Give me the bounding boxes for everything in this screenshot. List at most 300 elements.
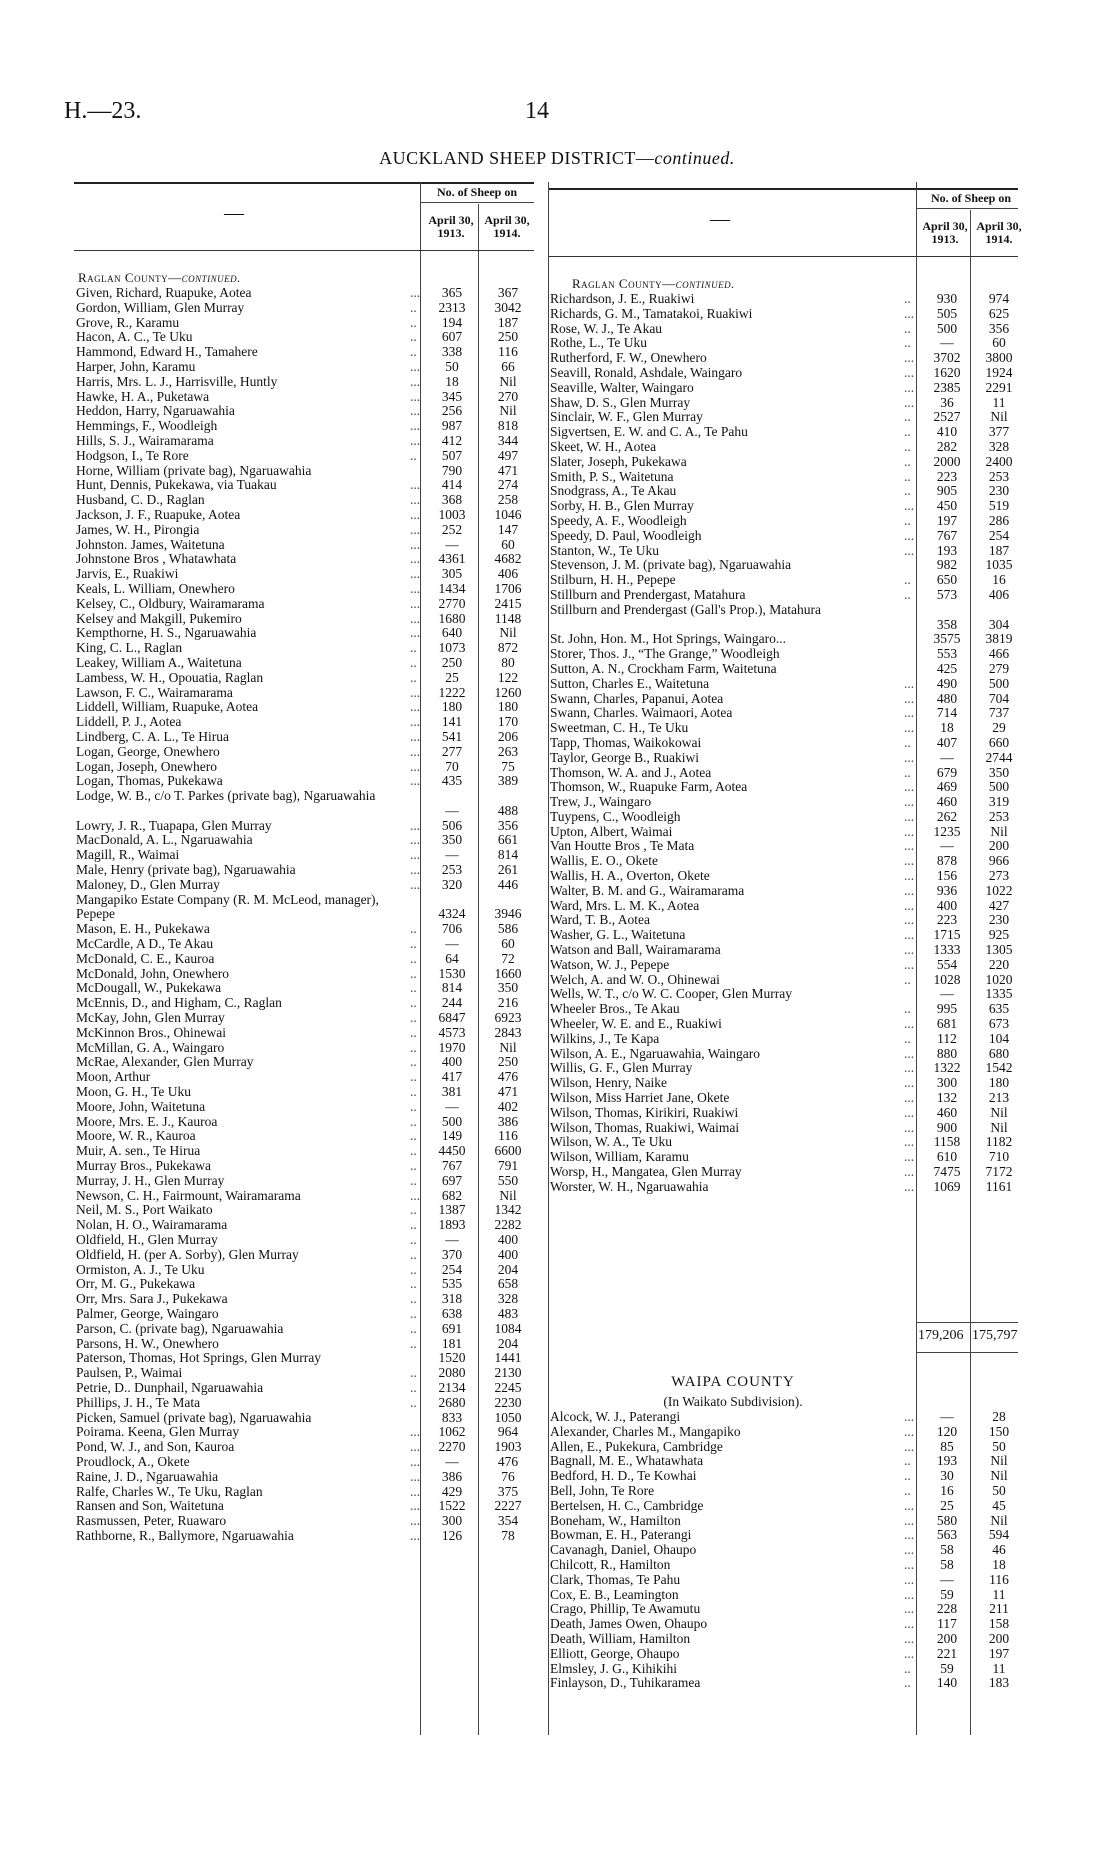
holder-name: McCardle, A D., Te Akau — [76, 936, 214, 952]
sheep-1913: 120 — [936, 1423, 958, 1439]
leader-dots: ... — [904, 1556, 915, 1572]
table-row — [74, 1499, 534, 1514]
leader-dots: ... — [904, 364, 915, 380]
leader-dots: .. — [410, 669, 417, 685]
sheep-1914: 6923 — [494, 1010, 522, 1026]
table-row — [74, 789, 534, 819]
leader-dots: .. — [904, 1660, 911, 1676]
table-row — [74, 774, 534, 789]
leader-dots: ... — [904, 1423, 915, 1439]
table-row — [74, 1070, 534, 1085]
leader-dots: .. — [410, 447, 417, 463]
leader-dots: .. — [904, 512, 911, 528]
holder-name: Magill, R., Waimai — [76, 847, 180, 863]
sheep-1914: 446 — [497, 876, 519, 892]
holder-name: McDougall, W., Pukekawa — [76, 980, 222, 996]
sheep-1913: 132 — [936, 1090, 958, 1106]
sheep-1913: 70 — [445, 758, 459, 774]
sheep-1913: 149 — [441, 1128, 463, 1144]
sheep-1914: 400 — [497, 1232, 519, 1247]
sheep-1914: 253 — [988, 808, 1010, 824]
table-row — [548, 1091, 1018, 1106]
leader-dots: ... — [410, 817, 421, 833]
sheep-1914: 11 — [992, 394, 1006, 410]
header-rule — [916, 208, 1018, 209]
sheep-1913: 305 — [441, 566, 463, 582]
sheep-1914: 263 — [497, 743, 519, 759]
table-row — [548, 396, 1018, 411]
leader-dots: ... — [904, 1571, 915, 1587]
sheep-1913: 350 — [441, 832, 463, 848]
sheep-1914: 1260 — [494, 684, 522, 700]
leader-dots: .. — [904, 971, 911, 987]
holder-name: Wallis, H. A., Overton, Okete — [550, 868, 710, 884]
table-row — [74, 1174, 534, 1189]
leader-dots: ... — [410, 773, 421, 789]
holder-name: Liddell, William, Ruapuke, Aotea — [76, 699, 259, 715]
sheep-1913: 180 — [441, 699, 463, 715]
holder-name: Logan, George, Onewhero — [76, 743, 220, 759]
holder-name: Sorby, H. B., Glen Murray — [550, 498, 694, 514]
table-row — [74, 1203, 534, 1218]
sheep-1913: 930 — [936, 291, 958, 306]
leader-dots: .. — [904, 438, 911, 454]
sheep-1914: 2291 — [985, 379, 1013, 395]
sheep-1913: 460 — [936, 1104, 958, 1120]
holder-name: Proudlock, A., Okete — [76, 1453, 190, 1469]
table-row — [548, 1135, 1018, 1150]
table-row — [548, 1484, 1018, 1499]
sheep-1913: 1158 — [933, 1134, 961, 1150]
holder-name: Newson, C. H., Fairmount, Wairamarama — [76, 1187, 301, 1203]
leader-dots: .. — [410, 344, 417, 360]
leader-dots: .. — [410, 329, 417, 345]
table-row — [74, 730, 534, 745]
sheep-1914: 1182 — [985, 1134, 1013, 1150]
sheep-1914: 375 — [497, 1483, 519, 1499]
sheep-1913: — — [445, 1098, 459, 1114]
holder-name: Cavanagh, Daniel, Ohaupo — [550, 1542, 697, 1558]
holder-name: St. John, Hon. M., Hot Springs, Waingaro... — [550, 631, 787, 647]
sheep-1914: 354 — [497, 1513, 519, 1529]
table-top-rule — [548, 188, 1018, 190]
county-name: Raglan County— — [78, 270, 182, 285]
holder-name: Allen, E., Pukekura, Cambridge — [550, 1438, 723, 1454]
table-row — [74, 552, 534, 567]
holder-name: Seavill, Ronald, Ashdale, Waingaro — [550, 364, 743, 380]
leader-dots: ... — [410, 862, 421, 878]
holder-name: Keals, L. William, Onewhero — [76, 580, 235, 596]
holder-name: Crago, Phillip, Te Awamutu — [550, 1601, 701, 1617]
leader-dots: ... — [904, 1630, 915, 1646]
sheep-1914: Nil — [499, 625, 517, 641]
holder-name: Rasmussen, Peter, Ruawaro — [76, 1513, 227, 1529]
table-row — [548, 440, 1018, 455]
sheep-1914: 4682 — [494, 551, 522, 567]
sheep-1913: 469 — [936, 779, 958, 795]
leader-dots: ... — [410, 625, 421, 641]
leader-dots: ... — [904, 1104, 915, 1120]
leader-dots: ... — [904, 942, 915, 958]
leader-dots: .. — [904, 1001, 911, 1017]
table-row — [548, 529, 1018, 544]
sheep-1913: — — [445, 1453, 459, 1469]
sheep-1914: 270 — [497, 388, 519, 404]
table-row — [74, 952, 534, 967]
leader-dots: .. — [904, 453, 911, 469]
sheep-1914: 11 — [992, 1586, 1006, 1602]
holder-name: Stevenson, J. M. (private bag), Ngaruawahia — [550, 557, 792, 573]
sheep-1914: 258 — [497, 492, 519, 508]
leader-dots: ... — [904, 808, 915, 824]
table-row — [74, 360, 534, 375]
table-row — [548, 1076, 1018, 1091]
table-row — [548, 810, 1018, 825]
holder-name: Wallis, E. O., Okete — [550, 853, 659, 869]
leader-dots: ... — [904, 1542, 915, 1558]
sheep-1914: 471 — [497, 462, 519, 478]
leader-dots: .. — [410, 1276, 417, 1292]
holder-name: Boneham, W., Hamilton — [550, 1512, 681, 1528]
leader-dots: .. — [904, 586, 911, 602]
table-row — [74, 848, 534, 863]
table-row — [74, 404, 534, 419]
holder-name: Rathborne, R., Ballymore, Ngaruawahia — [76, 1527, 294, 1543]
table-row — [74, 330, 534, 345]
sheep-1914: 1342 — [494, 1202, 522, 1218]
leader-dots: .. — [410, 1379, 417, 1395]
holder-name: Watson and Ball, Wairamarama — [550, 942, 721, 958]
holder-name: Stillburn and Prendergast (Gall's Prop.), Matahura — [550, 601, 822, 617]
sheep-1914: 230 — [988, 483, 1010, 499]
holder-name: Kempthorne, H. S., Ngaruawahia — [76, 625, 257, 641]
header-col-1914: April 30, 1914. — [976, 219, 1022, 246]
holder-name: Oldfield, H. (per A. Sorby), Glen Murray — [76, 1246, 299, 1262]
table-row — [548, 869, 1018, 884]
leader-dots: .. — [410, 1158, 417, 1174]
leader-dots: ... — [904, 868, 915, 884]
sheep-1914: 116 — [498, 1128, 518, 1144]
sheep-1913: 112 — [937, 1030, 957, 1046]
sheep-1914: 488 — [497, 802, 519, 818]
table-row — [548, 751, 1018, 766]
right-table — [548, 182, 1022, 1735]
sheep-1913: 345 — [441, 388, 463, 404]
sheep-1914: 170 — [497, 714, 519, 730]
holder-name: McKinnon Bros., Ohinewai — [76, 1024, 226, 1040]
holder-name: Pond, W. J., and Son, Kauroa — [76, 1439, 235, 1455]
leader-dots: ... — [904, 794, 915, 810]
sheep-1914: 158 — [988, 1616, 1010, 1632]
table-row — [74, 567, 534, 582]
leader-dots: .. — [904, 291, 911, 306]
table-row — [548, 1017, 1018, 1032]
header-group: No. of Sheep on — [930, 191, 1011, 205]
holder-name: Ward, T. B., Aotea — [550, 912, 651, 928]
table-row — [74, 390, 534, 405]
header-col-1914: April 30, 1914. — [484, 213, 530, 240]
sheep-1914: 29 — [992, 720, 1006, 736]
leader-dots: ... — [904, 1645, 915, 1661]
sheep-1914: 216 — [497, 995, 519, 1011]
sheep-1913: 223 — [936, 912, 958, 928]
sheep-1913: 400 — [936, 897, 958, 913]
sheep-1913: 1003 — [438, 506, 466, 522]
holder-name: Gordon, William, Glen Murray — [76, 299, 245, 315]
sheep-1914: 964 — [497, 1424, 519, 1440]
sheep-1914: 519 — [988, 498, 1010, 514]
sheep-1913: 18 — [940, 720, 954, 736]
sheep-1914: 400 — [497, 1246, 519, 1262]
table-row — [548, 825, 1018, 840]
sheep-1914: 253 — [988, 468, 1010, 484]
leader-dots: ... — [904, 1409, 915, 1424]
sheep-1914: Nil — [990, 1119, 1008, 1135]
leader-dots: ... — [410, 684, 421, 700]
sheep-1913: 505 — [936, 305, 958, 321]
table-row — [74, 863, 534, 878]
table-row — [548, 839, 1018, 854]
table-row — [548, 899, 1018, 914]
sheep-1914: 1161 — [985, 1178, 1013, 1194]
table-row — [74, 1411, 534, 1426]
sheep-1914: 2843 — [494, 1024, 522, 1040]
sheep-1914: 1046 — [494, 506, 522, 522]
sheep-1914: 1020 — [985, 971, 1013, 987]
table-row — [74, 700, 534, 715]
holder-name: James, W. H., Pirongia — [76, 521, 200, 537]
holder-name: Bertelsen, H. C., Cambridge — [550, 1497, 704, 1513]
holder-name: Wilson, Thomas, Kirikiri, Ruakiwi — [550, 1104, 739, 1120]
sheep-1914: 966 — [988, 853, 1010, 869]
table-row — [548, 603, 1018, 633]
holder-name: McKay, John, Glen Murray — [76, 1010, 225, 1026]
holder-name: Wilson, W. A., Te Uku — [550, 1134, 673, 1150]
holder-name: Alexander, Charles M., Mangapiko — [550, 1423, 741, 1439]
sheep-1913: 193 — [936, 542, 958, 558]
holder-name: Hawke, H. A., Puketawa — [76, 388, 210, 404]
table-row — [548, 647, 1018, 662]
sheep-1913: 18 — [445, 373, 459, 389]
leader-dots: ... — [904, 749, 915, 765]
holder-name: Richardson, J. E., Ruakiwi — [550, 291, 695, 306]
sheep-1914: 75 — [501, 758, 515, 774]
holder-name: Seaville, Walter, Waingaro — [550, 379, 694, 395]
holder-name: Watson, W. J., Pepepe — [550, 956, 670, 972]
sheep-1914: 180 — [497, 699, 519, 715]
table-row — [548, 1676, 1018, 1691]
leader-dots: ... — [410, 388, 421, 404]
table-row — [548, 366, 1018, 381]
table-row — [74, 538, 534, 553]
sheep-1913: 691 — [441, 1320, 463, 1336]
table-row — [74, 1529, 534, 1544]
sheep-1913: 254 — [441, 1261, 463, 1277]
holder-name: McEnnis, D., and Higham, C., Raglan — [76, 995, 282, 1011]
sheep-1914: 200 — [988, 1630, 1010, 1646]
table-row — [74, 316, 534, 331]
county-continued: continued. — [181, 270, 241, 285]
holder-name: Moon, G. H., Te Uku — [76, 1084, 192, 1100]
table-row — [548, 1061, 1018, 1076]
sheep-1913: 1893 — [438, 1217, 466, 1233]
holder-name: Oldfield, H., Glen Murray — [76, 1232, 218, 1247]
sheep-1914: 60 — [501, 936, 515, 952]
sheep-1914: 254 — [988, 527, 1010, 543]
sheep-1914: 2400 — [985, 453, 1013, 469]
sheep-1913: 553 — [936, 646, 958, 662]
table-row — [548, 1425, 1018, 1440]
sheep-1914: 974 — [988, 291, 1010, 306]
header-bottom-rule — [74, 250, 534, 251]
holder-name: Leakey, William A., Waitetuna — [76, 654, 242, 670]
holder-name: Orr, Mrs. Sara J., Pukekawa — [76, 1291, 228, 1307]
leader-dots: ... — [904, 690, 915, 706]
sheep-1913: 650 — [936, 572, 958, 588]
sheep-1914: 2130 — [494, 1365, 522, 1381]
sheep-1913: — — [940, 1409, 954, 1424]
leader-dots: ... — [904, 779, 915, 795]
table-row — [548, 1602, 1018, 1617]
sheep-1913: 936 — [936, 882, 958, 898]
sheep-1913: 4361 — [438, 551, 466, 567]
county-name: Raglan County— — [572, 276, 676, 291]
sheep-1913: 563 — [936, 1527, 958, 1543]
table-row — [74, 301, 534, 316]
sheep-1913: 252 — [441, 521, 463, 537]
table-row — [74, 345, 534, 360]
total-rule — [916, 1322, 1018, 1323]
table-row — [548, 1647, 1018, 1662]
table-row — [548, 1514, 1018, 1529]
holder-name: Worsp, H., Mangatea, Glen Murray — [550, 1164, 742, 1180]
holder-name: Tapp, Thomas, Waikokowai — [550, 734, 702, 750]
sheep-1914: 279 — [988, 660, 1010, 676]
table-row — [74, 671, 534, 686]
holder-name: Hammond, Edward H., Tamahere — [76, 344, 258, 360]
table-row — [548, 766, 1018, 781]
holder-name: Stilburn, H. H., Pepepe — [550, 572, 676, 588]
sheep-1913: 2313 — [438, 299, 466, 315]
sheep-1913: 767 — [936, 527, 958, 543]
sheep-1914: 16 — [992, 572, 1006, 588]
table-row — [548, 307, 1018, 322]
sheep-1914: 1305 — [985, 942, 1013, 958]
leader-dots: ... — [904, 882, 915, 898]
sheep-1913: 706 — [441, 921, 463, 937]
leader-dots: ... — [904, 542, 915, 558]
sheep-1914: 497 — [497, 447, 519, 463]
holder-name: Wheeler, W. E. and E., Ruakiwi — [550, 1016, 722, 1032]
sheep-1913: 2385 — [933, 379, 961, 395]
sheep-1913: 156 — [936, 868, 958, 884]
sheep-1914: 814 — [497, 847, 519, 863]
sheep-1913: 640 — [441, 625, 463, 641]
leader-dots: ... — [904, 1586, 915, 1602]
holder-name: Washer, G. L., Waitetuna — [550, 927, 686, 943]
holder-name: Paulsen, P., Waimai — [76, 1365, 183, 1381]
sheep-1913: 580 — [936, 1512, 958, 1528]
sheep-1913: 140 — [936, 1675, 958, 1691]
sheep-1913: 679 — [936, 764, 958, 780]
table-row — [74, 686, 534, 701]
holder-name: Hacon, A. C., Te Uku — [76, 329, 193, 345]
sheep-1914: 1022 — [985, 882, 1013, 898]
holder-name: Husband, C. D., Raglan — [76, 492, 205, 508]
table-row — [74, 464, 534, 479]
leader-dots: .. — [904, 483, 911, 499]
sheep-1914: 72 — [501, 950, 515, 966]
right-rows — [548, 292, 1018, 1195]
total-1913: 179,206 — [918, 1328, 964, 1343]
leader-dots: .. — [410, 965, 417, 981]
sheep-1914: 737 — [988, 705, 1010, 721]
leader-dots: ... — [410, 847, 421, 863]
leader-dots: ... — [410, 566, 421, 582]
sheep-1913: 490 — [936, 675, 958, 691]
leader-dots: .. — [410, 1232, 417, 1247]
table-row — [74, 1263, 534, 1278]
table-row — [548, 1165, 1018, 1180]
sheep-1914: 356 — [988, 320, 1010, 336]
leader-dots: .. — [410, 1202, 417, 1218]
sheep-1914: 476 — [497, 1069, 519, 1085]
table-row — [548, 1662, 1018, 1677]
leader-dots: ... — [904, 1060, 915, 1076]
table-row — [74, 715, 534, 730]
sheep-1913: 117 — [937, 1616, 957, 1632]
sheep-1913: 878 — [936, 853, 958, 869]
sheep-1913: 450 — [936, 498, 958, 514]
leader-dots: ... — [410, 1453, 421, 1469]
sheep-1914: 1542 — [985, 1060, 1013, 1076]
holder-name: Male, Henry (private bag), Ngaruawahia — [76, 862, 296, 878]
sheep-1914: 471 — [497, 1084, 519, 1100]
holder-name: Wheeler Bros., Te Akau — [550, 1001, 680, 1017]
sheep-1913: 2134 — [438, 1379, 466, 1395]
holder-name: Muir, A. sen., Te Hirua — [76, 1143, 201, 1159]
holder-name: Van Houtte Bros , Te Mata — [550, 838, 695, 854]
sheep-1913: 141 — [441, 714, 463, 730]
leader-dots: ... — [410, 506, 421, 522]
table-row — [548, 958, 1018, 973]
sheep-1914: 2230 — [494, 1394, 522, 1410]
table-row — [74, 967, 534, 982]
holder-name: Murray Bros., Pukekawa — [76, 1158, 211, 1174]
table-row — [74, 1277, 534, 1292]
sheep-1913: 256 — [441, 403, 463, 419]
table-row — [74, 1144, 534, 1159]
leader-dots: ... — [410, 373, 421, 389]
table-row — [74, 508, 534, 523]
leader-dots: .. — [410, 1084, 417, 1100]
holder-name: Liddell, P. J., Aotea — [76, 714, 182, 730]
table-row — [548, 1121, 1018, 1136]
leader-dots: ... — [410, 477, 421, 493]
table-row — [74, 449, 534, 464]
holder-name: Hills, S. J., Wairamarama — [76, 432, 214, 448]
table-row — [74, 1233, 534, 1248]
sheep-1913: 181 — [441, 1335, 463, 1351]
sheep-1914: 356 — [497, 817, 519, 833]
holder-name: Ransen and Son, Waitetuna — [76, 1498, 224, 1514]
leader-dots: .. — [410, 1320, 417, 1336]
total-rule-bottom — [916, 1352, 1018, 1353]
sheep-1913: 365 — [441, 285, 463, 300]
leader-dots: ... — [904, 720, 915, 736]
leader-dots: ... — [410, 492, 421, 508]
leader-dots: .. — [904, 424, 911, 440]
